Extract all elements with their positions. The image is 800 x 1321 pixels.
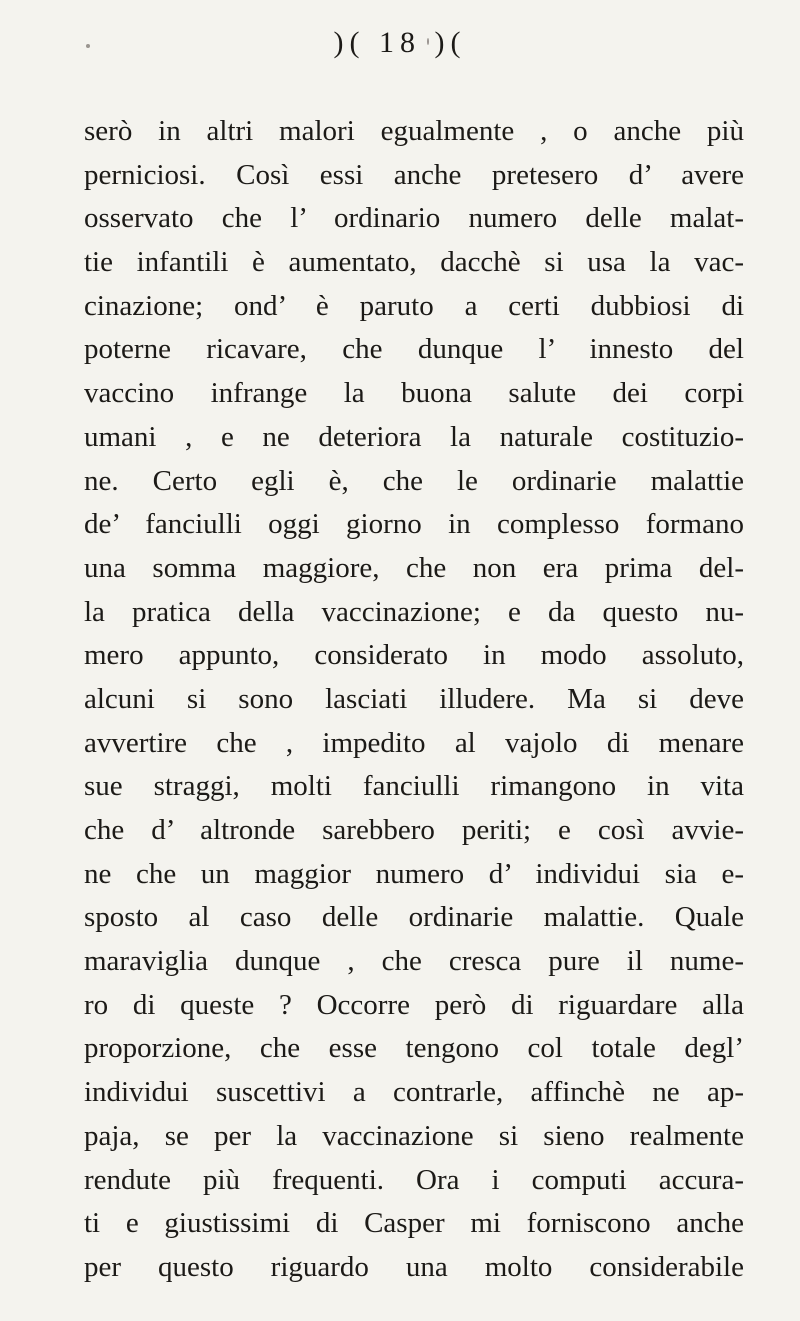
- body-text: [84, 110, 744, 1290]
- text-line: perniciosi. Così essi anche pretesero d’ avere: [84, 158, 744, 191]
- text-line: individui suscettivi a contrarle, affinchè ne ap-: [84, 1076, 744, 1109]
- text-line: cinazione; ond’ è paruto a certi dubbiosi di: [84, 289, 744, 322]
- text-line: vaccino infrange la buona salute dei corpi: [84, 377, 744, 410]
- text-line: alcuni si sono lasciati illudere. Ma si deve: [84, 682, 744, 715]
- text-line: mero appunto, considerato in modo assoluto,: [84, 639, 744, 672]
- text-line: osservato che l’ ordinario numero delle malat-: [84, 202, 744, 235]
- text-line: de’ fanciulli oggi giorno in complesso formano: [84, 508, 744, 541]
- text-line: proporzione, che esse tengono col totale degl’: [84, 1032, 744, 1065]
- text-line: poterne ricavare, che dunque l’ innesto del: [84, 333, 744, 366]
- text-line: ti e giustissimi di Casper mi forniscono anche: [84, 1207, 744, 1240]
- text-line: umani , e ne deteriora la naturale costituzio-: [84, 420, 744, 453]
- text-line: ne. Certo egli è, che le ordinarie malattie: [84, 464, 744, 497]
- text-line: tie infantili è aumentato, dacchè si usa la vac-: [84, 246, 744, 279]
- text-line: sposto al caso delle ordinarie malattie. Quale: [84, 901, 744, 934]
- text-line: che d’ altronde sarebbero periti; e così avvie-: [84, 814, 744, 846]
- text-line: maraviglia dunque , che cresca pure il nume-: [84, 945, 744, 978]
- text-line: per questo riguardo una molto considerabile: [84, 1250, 744, 1283]
- text-line: sue straggi, molti fanciulli rimangono in vita: [84, 770, 744, 803]
- text-line: avvertire che , impedito al vajolo di menare: [84, 726, 744, 759]
- text-line: ro di queste ? Occorre però di riguardare alla: [84, 988, 744, 1021]
- text-line: paja, se per la vaccinazione si sieno realmente: [84, 1119, 744, 1152]
- text-line: rendute più frequenti. Ora i computi accura-: [84, 1163, 744, 1196]
- text-line: serò in altri malori egualmente , o anche più: [84, 115, 744, 147]
- text-line: ne che un maggior numero d’ individui sia e-: [84, 857, 744, 890]
- running-head: )( 18 )(: [333, 26, 467, 59]
- text-line: la pratica della vaccinazione; e da questo nu-: [84, 595, 744, 628]
- text-line: una somma maggiore, che non era prima del-: [84, 551, 744, 584]
